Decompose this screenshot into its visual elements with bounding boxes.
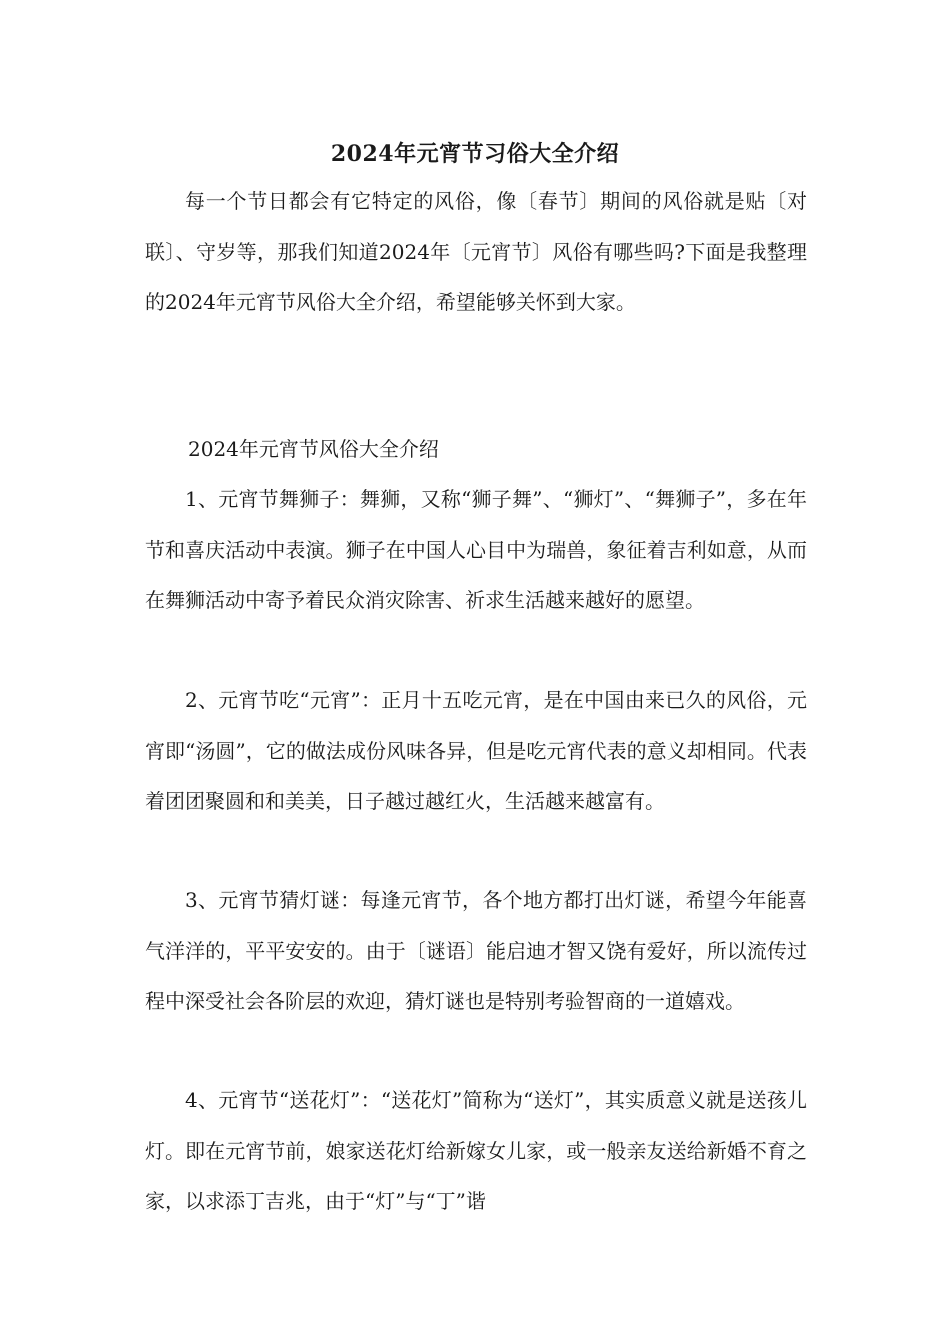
custom-item-sending-lanterns: 4、元宵节“送花灯”：“送花灯”简称为“送灯”，其实质意义就是送孩儿灯。即在元宵节前，娘家送花灯给新嫁女儿家，或一般亲友送给新婚不育之家，以求添丁吉兆，由于“灯”与“丁”谐	[145, 1088, 807, 1213]
custom-item-lion-dance: 1、元宵节舞狮子：舞狮，又称“狮子舞”、“狮灯”、“舞狮子”，多在年节和喜庆活动中表演。狮子在中国人心目中为瑞兽，象征着吉利如意，从而在舞狮活动中寄予着民众消灾除害、祈求生活越来越好的愿望。	[145, 487, 807, 612]
document-title: 2024年元宵节习俗大全介绍	[330, 141, 620, 167]
custom-item-eating-yuanxiao: 2、元宵节吃“元宵”：正月十五吃元宵，是在中国由来已久的风俗，元宵即“汤圆”，它的做法成份风味各异，但是吃元宵代表的意义却相同。代表着团团聚圆和和美美，日子越过越红火，生活越来越富有。	[145, 688, 807, 813]
custom-item-lantern-riddles: 3、元宵节猜灯谜：每逢元宵节，各个地方都打出灯谜，希望今年能喜气洋洋的，平平安安的。由于〔谜语〕能启迪才智又饶有爱好，所以流传过程中深受社会各阶层的欢迎，猜灯谜也是特别考验智商的一道嬉戏。	[145, 888, 807, 1013]
section-heading: 2024年元宵节风俗大全介绍	[188, 437, 439, 461]
intro-paragraph: 每一个节日都会有它特定的风俗，像〔春节〕期间的风俗就是贴〔对联〕、守岁等，那我们知道2024年〔元宵节〕风俗有哪些吗?下面是我整理的2024年元宵节风俗大全介绍，希望能够关怀到大家。	[145, 189, 807, 314]
